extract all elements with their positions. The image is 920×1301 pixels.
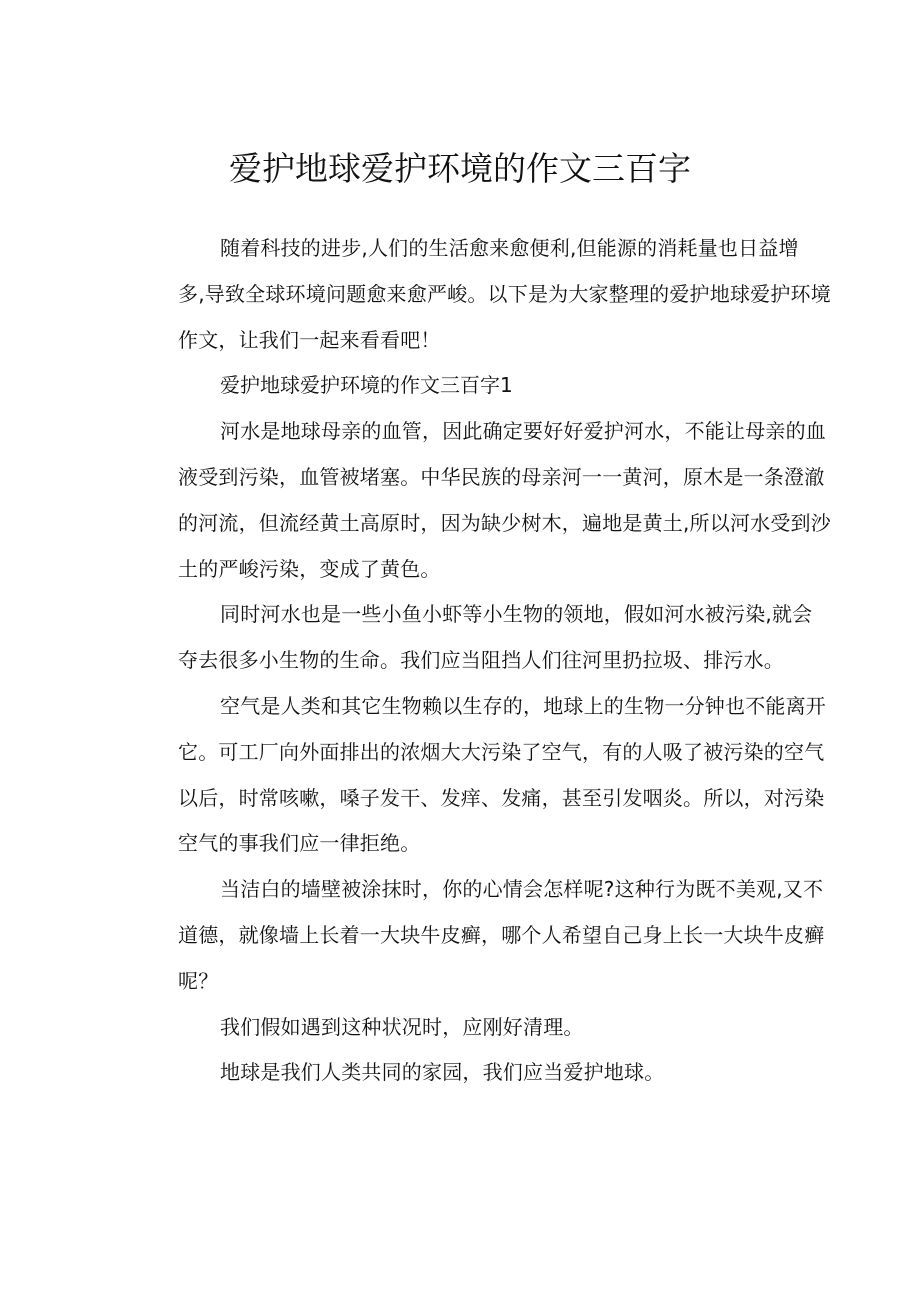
closing-paragraph — [138, 1050, 786, 1096]
text-line: 液受到污染，血管被堵塞。中华民族的母亲河一一黄河，原木是一条澄澈 — [178, 464, 825, 489]
text-line: 土的严峻污染，变成了黄色。 — [178, 556, 441, 581]
text-line: 当洁白的墙壁被涂抹时，你的心情会怎样呢?这种行为既不美观,又不 — [220, 877, 824, 902]
creatures-paragraph — [138, 592, 813, 684]
text-line: 多,导致全球环境问题愈来愈严峻。以下是为大家整理的爱护地球爱护环境 — [178, 281, 831, 306]
text-line: 河水是地球母亲的血管，因此确定要好好爱护河水，不能让母亲的血 — [220, 419, 826, 444]
text-line: 夺去很多小生物的生命。我们应当阻挡人们往河里扔拉圾、排污水。 — [178, 648, 784, 673]
text-line: 我们假如遇到这种状况时，应刚好清理。 — [220, 1014, 584, 1039]
text-line: 它。可工厂向外面排出的浓烟大大污染了空气，有的人吸了被污染的空气 — [178, 739, 825, 764]
text-line: 同时河水也是一些小鱼小虾等小生物的领地，假如河水被污染,就会 — [220, 602, 813, 627]
text-line: 道德，就像墙上长着一大块牛皮癣，哪个人希望自己身上长一大块牛皮癣 — [178, 922, 825, 947]
document-body — [138, 226, 831, 1096]
text-line: 以后，时常咳嗽，嗓子发干、发痒、发痛，甚至引发咽炎。所以，对污染 — [178, 785, 825, 810]
text-line: 作文，让我们一起来看看吧！ — [178, 327, 441, 352]
intro-paragraph — [138, 226, 831, 363]
river-paragraph — [138, 409, 831, 592]
text-line: 空气的事我们应一律拒绝。 — [178, 831, 421, 856]
text-line: 的河流，但流经黄土高原时，因为缺少树木，遍地是黄土,所以河水受到沙 — [178, 510, 831, 535]
cleanup-paragraph — [138, 1005, 786, 1051]
text-line: 空气是人类和其它生物赖以生存的，地球上的生物一分钟也不能离开 — [220, 693, 826, 718]
text-line: 随着科技的进步,人们的生活愈来愈便利,但能源的消耗量也日益增 — [220, 236, 799, 260]
essay-subtitle — [138, 363, 786, 409]
text-line: 爱护地球爱护环境的作文三百字1 — [220, 373, 513, 398]
wall-paragraph — [138, 867, 825, 1004]
text-line: 呢？ — [178, 968, 219, 993]
air-paragraph — [138, 684, 826, 867]
text-line: 地球是我们人类共同的家园，我们应当爱护地球。 — [220, 1060, 665, 1085]
document-title: 爱护地球爱护环境的作文三百字 — [229, 149, 691, 188]
